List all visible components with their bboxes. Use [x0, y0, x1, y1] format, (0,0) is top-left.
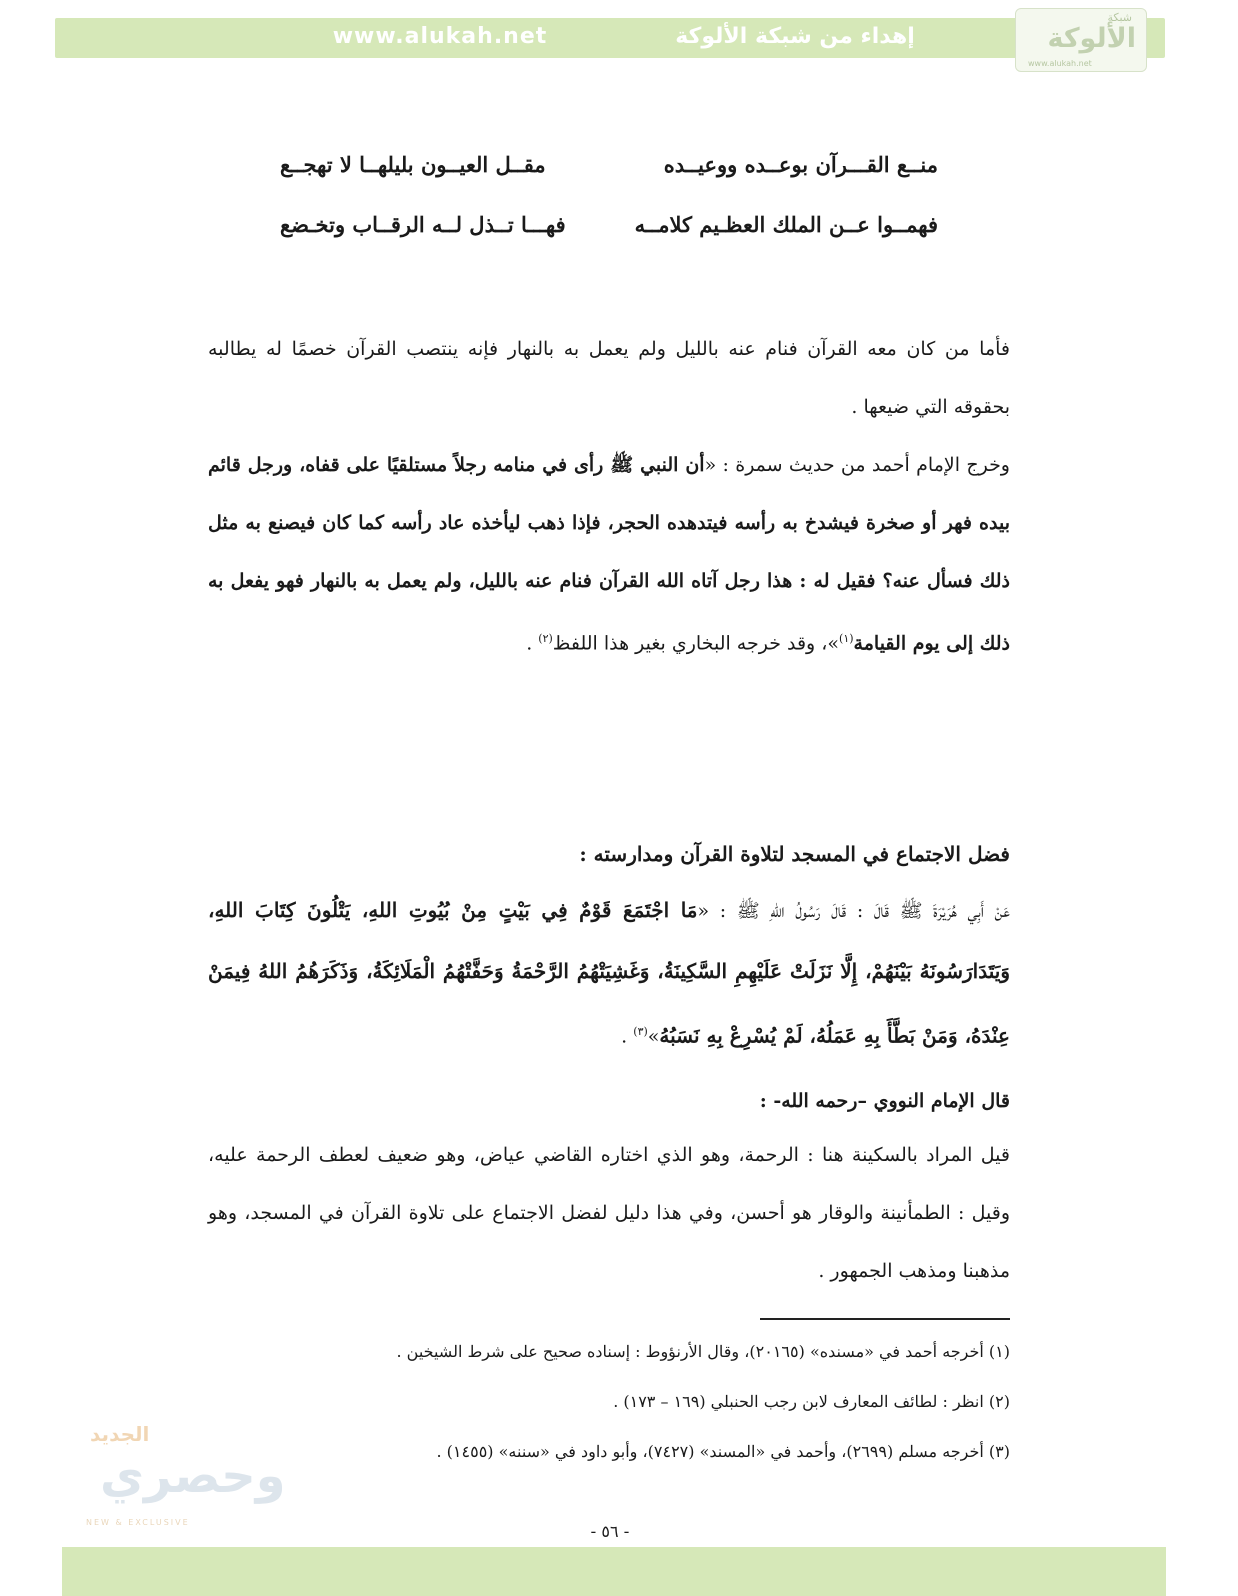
hadith-end: . — [526, 632, 539, 655]
watermark-mid-text: وحصري — [100, 1448, 286, 1504]
paragraph-abu-hurayra-hadith — [208, 880, 1010, 1066]
paragraph-nawawi: قيل المراد بالسكينة هنا : الرحمة، وهو الذي اختاره القاضي عياض، وهو ضعيف لعطف الرحمة عليه، وقيل : الطمأنينة والوقار هو أحسن، وفي هذا دليل لفضل الاجتماع على تلاوة القرآن في المسجد، وهو مذهبنا ومذهب الجمهور . — [208, 1144, 1010, 1282]
poem-line1-first-half: منــع القـــرآن بوعــده ووعيــده — [663, 152, 938, 177]
poem-line2-second-half: فهـــا تــذل لــه الرقــاب وتخـضع — [280, 212, 566, 237]
logo-url-text: www.alukah.net — [1028, 59, 1092, 68]
hadith2-close: » — [647, 1025, 660, 1048]
hadith2-text: مَا اجْتَمَعَ قَوْمٌ فِي بَيْتٍ مِنْ بُيُوتِ اللهِ، يَتْلُونَ كِتَابَ اللهِ، وَيَتَدَارَسُونَهُ بَيْنَهُمْ، إِلَّا نَزَلَتْ عَلَيْهِمِ السَّكِينَةُ، وَغَشِيَتْهُمُ الرَّحْمَةُ وَحَفَّتْهُمُ الْمَلَائِكَةُ، وَذَكَرَهُمُ اللهُ فِيمَنْ عِنْدَهُ، وَمَنْ بَطَّأَ بِهِ عَمَلُهُ، لَمْ يُسْرِعْ بِهِ نَسَبُهُ — [208, 898, 1010, 1048]
watermark-bottom-text: NEW & EXCLUSIVE — [86, 1518, 190, 1527]
hadith2-intro: عَنْ أَبِي هُرَيْرَةَ ﷺ قَالَ : قَالَ رَسُولُ اللهِ ﷺ : « — [697, 900, 1010, 922]
footnote-divider — [760, 1318, 1010, 1320]
hadith-text: أن النبي ﷺ رأى في منامه رجلاً مستلقيًا على قفاه، ورجل قائم بيده فهر أو صخرة فيشدخ به رأسه فيتدهده الحجر، فإذا ذهب ليأخذه عاد رأسه كما كان فيصنع به مثل ذلك فسأل عنه؟ فقيل له : هذا رجل آتاه الله القرآن فنام عنه بالليل، ولم يعمل به بالنهار فهو يفعل به ذلك إلى يوم القيامة — [208, 454, 1010, 655]
paragraph-quran-witness: فأما من كان معه القرآن فنام عنه بالليل ولم يعمل به بالنهار فإنه ينتصب القرآن خصمًا له يطالبه بحقوقه التي ضيعها . — [208, 338, 1010, 418]
section-heading: فضل الاجتماع في المسجد لتلاوة القرآن ومدارسته : — [579, 842, 1010, 866]
footer-banner — [62, 1547, 1166, 1596]
new-exclusive-watermark — [80, 1418, 286, 1533]
footnote-ref-2[interactable]: (٢) — [538, 632, 553, 645]
header-url[interactable]: www.alukah.net — [332, 24, 548, 49]
watermark-top-text: الجديد — [90, 1422, 150, 1446]
footnote-3: (٣) أخرجه مسلم (٢٦٩٩)، وأحمد في «المسند» (٧٤٢٧)، وأبو داود في «سننه» (١٤٥٥) . — [436, 1442, 1010, 1461]
hadith-intro: وخرج الإمام أحمد من حديث سمرة : « — [704, 454, 1010, 476]
footnote-ref-1[interactable]: (١) — [839, 632, 854, 645]
footnote-2: (٢) انظر : لطائف المعارف لابن رجب الحنبلي (١٦٩ – ١٧٣) . — [613, 1392, 1010, 1411]
hadith-close: »، وقد خرجه البخاري بغير هذا اللفظ — [552, 632, 840, 655]
footnote-1: (١) أخرجه أحمد في «مسنده» (٢٠١٦٥)، وقال الأرنؤوط : إسناده صحيح على شرط الشيخين . — [396, 1342, 1010, 1361]
logo-main-text: الألوكة — [1047, 23, 1136, 54]
header-title: إهداء من شبكة الألوكة — [675, 24, 915, 49]
poem-line1-second-half: مقــل العيــون بليلهــا لا تهجــع — [280, 152, 546, 177]
logo-small-text: شبكة — [1107, 11, 1132, 24]
nawawi-subheading: قال الإمام النووي –رحمه الله- : — [759, 1090, 1010, 1112]
poem-line2-first-half: فهمــوا عــن الملك العظـيم كلامــه — [634, 212, 938, 237]
paragraph-samura-hadith — [208, 436, 1010, 672]
hadith2-end: . — [621, 1025, 634, 1048]
site-logo[interactable] — [1015, 8, 1147, 72]
footnote-ref-3[interactable]: (٣) — [633, 1025, 648, 1038]
page-number: - ٥٦ - — [590, 1522, 630, 1541]
header-banner — [55, 18, 1165, 58]
